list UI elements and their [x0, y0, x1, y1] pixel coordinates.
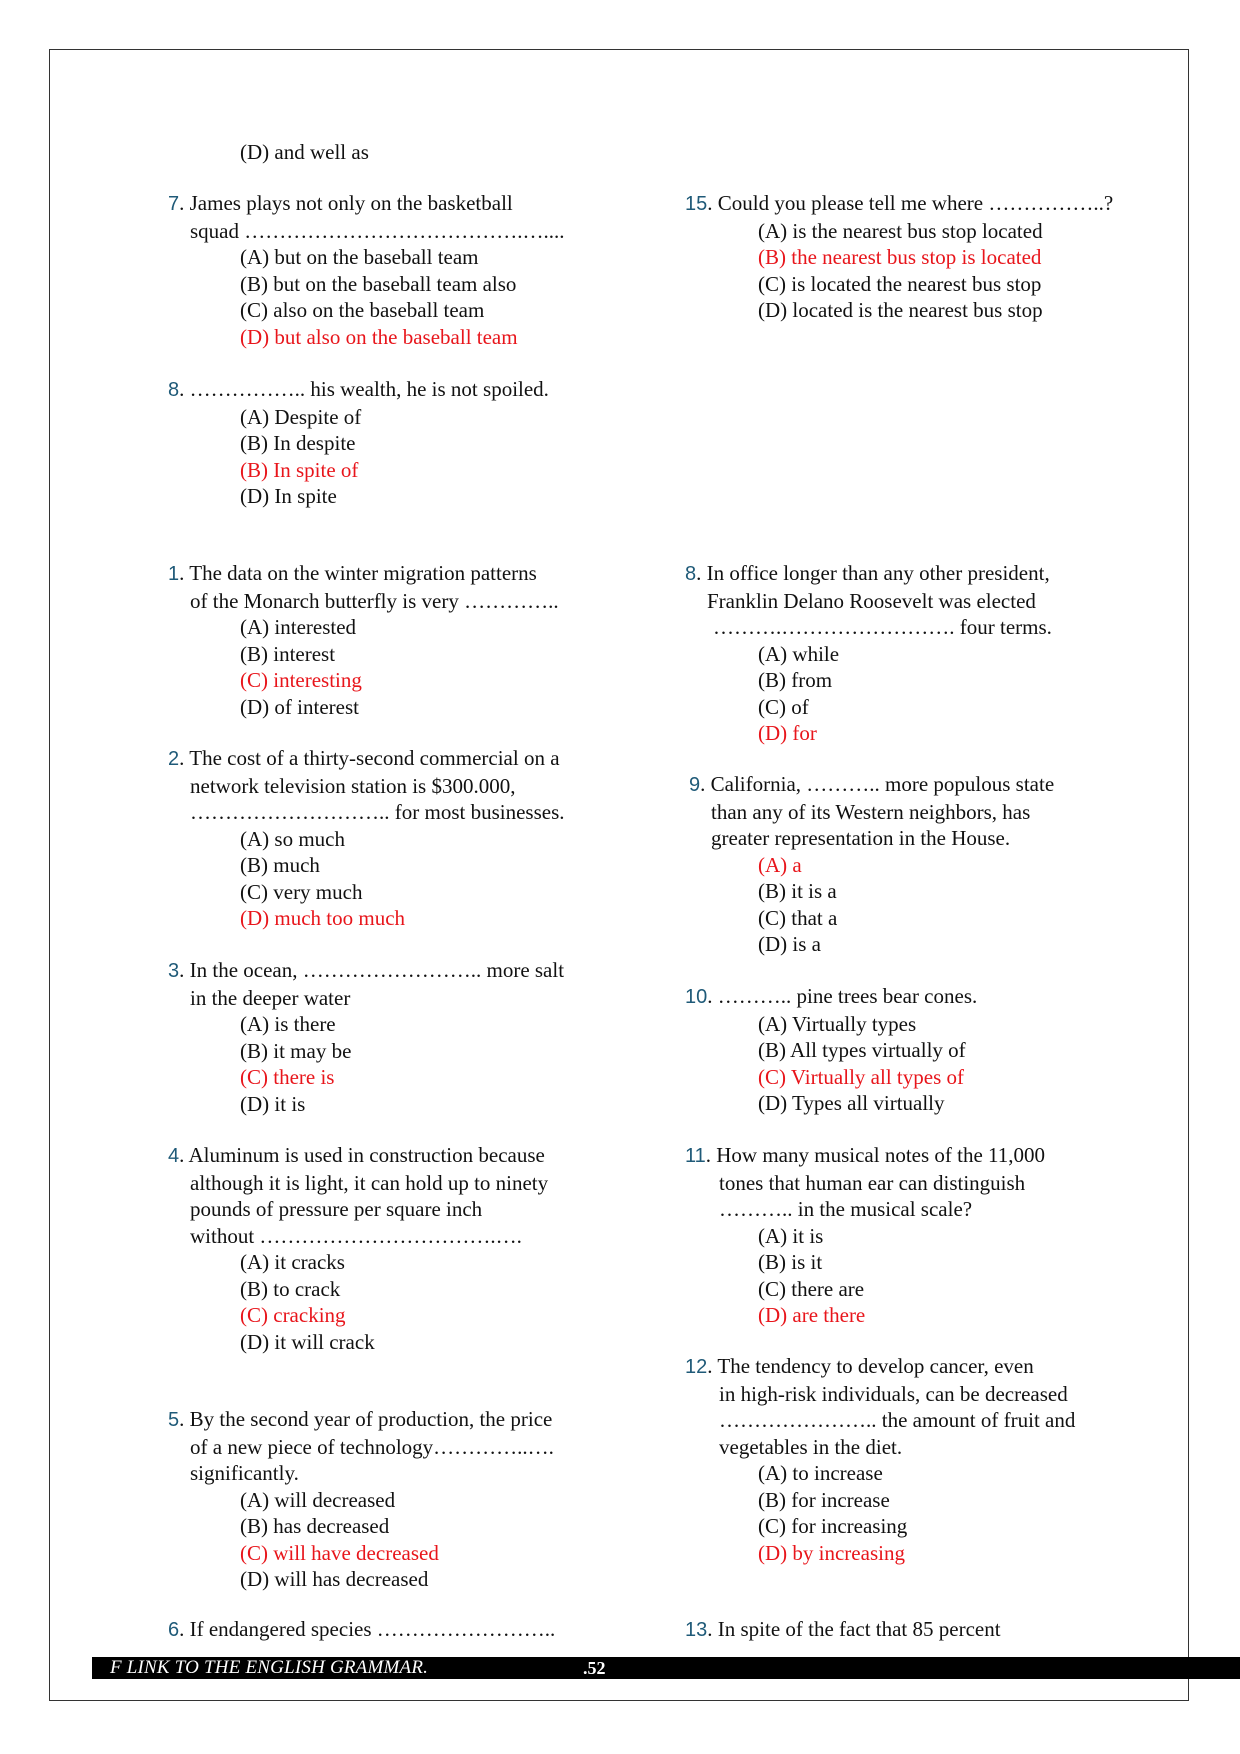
question-15: 15. Could you please tell me where ……………..? (A) is the nearest bus stop located (B) the nearest bus stop is located (C) is located the nearest bus stop (D) located is the nearest bus stop — [685, 190, 1165, 324]
question-1: 1. The data on the winter migration patterns of the Monarch butterfly is very ………….. (A) interested (B) interest (C) interesting (D) of interest — [168, 560, 608, 720]
option-correct: (C) interesting — [240, 668, 362, 692]
question-tail-prev — [168, 139, 369, 166]
question-6: 6. If endangered species …………………….. — [168, 1617, 556, 1641]
option: (C) for increasing — [758, 1514, 908, 1538]
option: (A) Despite of — [240, 404, 362, 429]
option: (D) it is — [240, 1091, 306, 1116]
option: (C) also on the baseball team — [240, 298, 485, 322]
question-stem: greater representation in the House. — [711, 826, 1011, 850]
question-stem: network television station is $300.000, — [190, 773, 516, 798]
option: (C) that a — [758, 905, 838, 930]
question-stem: without …………………………….…. — [190, 1223, 522, 1248]
question-stem: The cost of a thirty-second commercial on a — [189, 746, 560, 770]
question-number: 8 — [168, 379, 180, 401]
question-7: 7. James plays not only on the basketball squad ………………………………….….... (A) but on the baseball team (B) but on the baseball team also (C) also on the baseball team (D) but also on the baseball team — [168, 190, 608, 350]
option-correct: (D) but also on the baseball team — [240, 324, 518, 349]
question-number: 7 — [168, 193, 180, 215]
option: (B) much — [240, 853, 320, 877]
option: (D) Types all virtually — [758, 1091, 945, 1115]
question-stem: in the deeper water — [190, 985, 351, 1010]
question-number: 2 — [168, 748, 180, 770]
question-stem: In spite of the fact that 85 percent — [717, 1617, 1001, 1641]
option: (D) located is the nearest bus stop — [758, 298, 1043, 322]
option: (A) but on the baseball team — [240, 245, 479, 269]
question-stem: Could you please tell me where ……………..? — [717, 191, 1114, 215]
option: (B) for increase — [758, 1487, 890, 1512]
question-number: 10 — [685, 986, 708, 1008]
option: (C) very much — [240, 879, 363, 904]
option: (D) In spite — [240, 484, 337, 508]
option: (D) will has decreased — [240, 1567, 429, 1591]
question-stem: ……………………….. for most businesses. — [190, 800, 565, 824]
option-correct: (B) the nearest bus stop is located — [758, 245, 1042, 269]
question-stem: Franklin Delano Roosevelt was elected — [707, 588, 1036, 613]
option: (B) but on the baseball team also — [240, 271, 517, 296]
question-3: 3. In the ocean, …………………….. more salt in the deeper water (A) is there (B) it may be (C) there is (D) it is — [168, 957, 608, 1117]
question-4: 4. Aluminum is used in construction because although it is light, it can hold up to ninety pounds of pressure per square inch without …………………………….…. (A) it cracks (B) to crack (C) cracking (D) it will crack — [168, 1142, 608, 1355]
option: (A) so much — [240, 826, 345, 851]
option: (C) of — [758, 694, 809, 719]
option: (D) and well as — [240, 140, 369, 164]
question-stem: The data on the winter migration patterns — [189, 561, 537, 585]
option: (B) is it — [758, 1250, 823, 1274]
option: (A) interested — [240, 615, 357, 639]
question-number: 8 — [685, 563, 697, 585]
option: (B) All types virtually of — [758, 1038, 966, 1062]
option: (B) it may be — [240, 1038, 352, 1063]
option: (A) will decreased — [240, 1487, 396, 1512]
option-correct: (D) much too much — [240, 906, 406, 930]
question-stem: of a new piece of technology…………..…. — [190, 1434, 554, 1459]
option: (A) Virtually types — [758, 1011, 917, 1036]
option: (D) of interest — [240, 694, 359, 719]
question-number: 6 — [168, 1619, 180, 1641]
question-13: 13. In spite of the fact that 85 percent — [685, 1617, 1001, 1641]
option-correct: (C) there is — [240, 1065, 335, 1089]
option-correct: (B) In spite of — [240, 457, 359, 482]
question-stem: significantly. — [190, 1461, 299, 1485]
question-number: 9 — [689, 774, 701, 796]
question-number: 13 — [685, 1619, 708, 1641]
option: (B) interest — [240, 641, 336, 666]
question-stem: vegetables in the diet. — [719, 1434, 903, 1459]
question-stem: In the ocean, …………………….. more salt — [189, 958, 565, 982]
question-stem: The tendency to develop cancer, even — [717, 1354, 1034, 1378]
option: (A) is the nearest bus stop located — [758, 218, 1043, 243]
option: (A) it cracks — [240, 1250, 345, 1274]
option: (B) to crack — [240, 1276, 341, 1301]
page-number: .52 — [583, 1658, 606, 1678]
question-stem: ……….. in the musical scale? — [719, 1197, 973, 1221]
option: (A) is there — [240, 1012, 336, 1036]
question-stem: than any of its Western neighbors, has — [711, 799, 1031, 824]
footer-title: F LINK TO THE ENGLISH GRAMMAR. — [110, 1657, 429, 1678]
footer-bar — [92, 1657, 1240, 1679]
question-stem: of the Monarch butterfly is very ………….. — [190, 588, 559, 613]
question-stem: If endangered species …………………….. — [189, 1617, 556, 1641]
option: (A) it is — [758, 1223, 824, 1248]
option-correct: (D) for — [758, 721, 817, 745]
question-stem: California, ……….. more populous state — [710, 772, 1055, 796]
question-number: 4 — [168, 1145, 180, 1167]
question-8b: 8. In office longer than any other president, Franklin Delano Roosevelt was elected ……….……………………. four terms. (A) while (B) from (C) of (D) for — [685, 560, 1165, 747]
question-9: 9. California, ……….. more populous state than any of its Western neighbors, has greater representation in the House. (A) a (B) it is a (C) that a (D) is a — [689, 771, 1169, 958]
option: (A) while — [758, 641, 840, 666]
question-2: 2. The cost of a thirty-second commercial on a network television station is $300.000, ……………………….. for most businesses. (A) so much (B) much (C) very much (D) much too much — [168, 745, 608, 932]
option-correct: (D) by increasing — [758, 1540, 905, 1565]
question-stem: ……….……………………. four terms. — [713, 615, 1052, 639]
question-stem: In office longer than any other president, — [706, 561, 1050, 585]
question-stem: ………………….. the amount of fruit and — [719, 1408, 1076, 1432]
question-stem: ……….. pine trees bear cones. — [717, 984, 978, 1008]
option: (B) it is a — [758, 879, 837, 903]
option: (B) from — [758, 668, 833, 692]
question-number: 3 — [168, 960, 180, 982]
option: (C) there are — [758, 1276, 865, 1301]
option-correct: (C) cracking — [240, 1303, 346, 1327]
option-correct: (C) will have decreased — [240, 1540, 439, 1565]
question-stem: By the second year of production, the price — [189, 1407, 553, 1431]
question-11: 11. How many musical notes of the 11,000 tones that human ear can distinguish ……….. in the musical scale? (A) it is (B) is it (C) there are (D) are there — [685, 1142, 1165, 1329]
question-stem: How many musical notes of the 11,000 — [716, 1143, 1046, 1167]
question-10: 10. ……….. pine trees bear cones. (A) Virtually types (B) All types virtually of (C) Virtually all types of (D) Types all virtually — [685, 983, 1165, 1117]
question-number: 11 — [685, 1145, 706, 1167]
option-correct: (D) are there — [758, 1303, 866, 1327]
option: (B) In despite — [240, 431, 356, 455]
option: (C) is located the nearest bus stop — [758, 271, 1042, 296]
option: (A) to increase — [758, 1461, 883, 1485]
question-5: 5. By the second year of production, the price of a new piece of technology…………..…. significantly. (A) will decreased (B) has decreased (C) will have decreased (D) will has decreased — [168, 1406, 608, 1593]
question-stem: Aluminum is used in construction because — [188, 1143, 545, 1167]
question-12: 12. The tendency to develop cancer, even in high-risk individuals, can be decreased ………………….. the amount of fruit and vegetables in the diet. (A) to increase (B) for increase (C) for increasing (D) by increasing — [685, 1353, 1165, 1566]
option-correct: (C) Virtually all types of — [758, 1064, 964, 1089]
question-8a: 8. …………….. his wealth, he is not spoiled. (A) Despite of (B) In despite (B) In spite of (D) In spite — [168, 376, 608, 510]
option: (D) it will crack — [240, 1329, 375, 1354]
option: (B) has decreased — [240, 1514, 390, 1538]
question-stem: although it is light, it can hold up to ninety — [190, 1170, 549, 1195]
option: (D) is a — [758, 932, 821, 956]
question-stem: pounds of pressure per square inch — [190, 1197, 483, 1221]
question-stem: James plays not only on the basketball — [189, 191, 513, 215]
question-number: 15 — [685, 193, 708, 215]
question-stem: tones that human ear can distinguish — [719, 1170, 1026, 1195]
question-number: 1 — [168, 563, 180, 585]
question-stem: in high-risk individuals, can be decreased — [719, 1381, 1068, 1406]
option-correct: (A) a — [758, 852, 802, 877]
question-stem: squad ………………………………….….... — [190, 218, 565, 243]
question-number: 12 — [685, 1356, 708, 1378]
question-number: 5 — [168, 1409, 180, 1431]
question-stem: …………….. his wealth, he is not spoiled. — [189, 377, 549, 401]
